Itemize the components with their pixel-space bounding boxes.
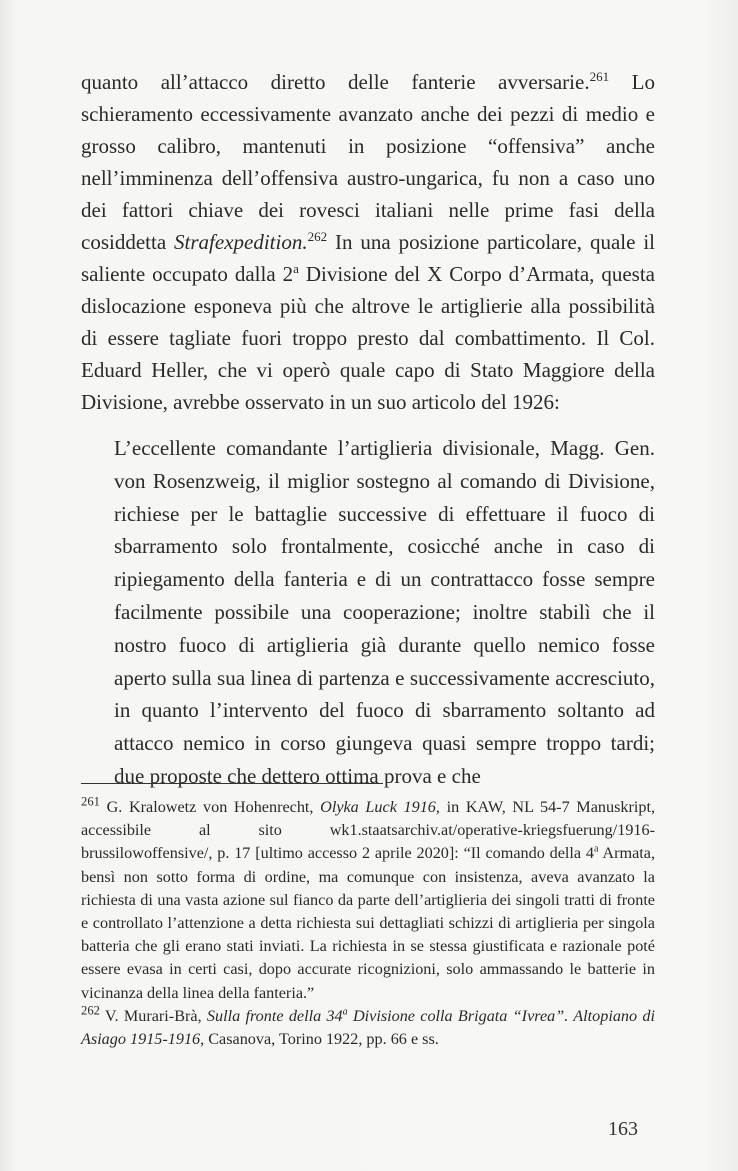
body-paragraph: quanto all’attacco diretto delle fanterie avversarie.$^{261}$ Lo schieramento eccessivamente avanzato anche dei pezzi di medio e grosso calibro, mantenuti in posizione “offensiva” anche nell’imminenza dell’offensiva austro-ungarica, fu non a caso uno dei fattori chiave dei rovesci italiani nelle prime fasi della cosiddetta Strafexpedition.$^{262}$ In una posizione particolare, quale il saliente occupato dalla 2$^a$ Divisione del X Corpo d’Armata, questa dislocazione esponeva più che altrove le artiglierie alla possibilità di essere tagliate fuori troppo presto dal combattimento. Il Col. Eduard Heller, che vi operò quale capo di Stato Maggiore della Divisione, avrebbe osservato in un suo articolo del 1926: — [81, 69, 656, 414]
main-paragraph — [81, 66, 655, 418]
footnote-ref-262: 262 — [307, 229, 328, 244]
footnote-262: $^{262}$ V. Murari-Brà, Sulla fronte della 34$^a$ Divisione colla Brigata “Ivrea”. Altopiano di Asiago 1915-1916, Casanova, Torino 1922, pp. 66 e ss. — [81, 1003, 655, 1049]
footnote-261: $^{261}$ G. Kralowetz von Hohenrecht, Olyka Luck 1916, in KAW, NL 54-7 Manuskript, accessibile al sito wk1.staatsarchiv.at/operative-kriegsfuerung/1916-brussilowoffensive/, p. 17 [ultimo accesso 2 aprile 2020]: “Il comando della 4$^a$ Armata, bensì non sotto forma di ordine, ma comunque con insistenza, aveva avanzato la richiesta di una vasta azione sul fianco da parte dell’artiglieria dei singoli tratti di fronte e controllato l’attenzione a detta richiesta sui dettagliati schizzi di artiglieria per singola batteria che gli erano stati inviati. La richiesta in se stessa giustificata e razionale poté essere evasa in certi casi, dopo accurate ricognizioni, solo ammassando le batterie in vicinanza della linea della fanteria.” — [81, 794, 655, 1002]
footnotes — [81, 796, 655, 1051]
italic-term: Strafexpedition. — [174, 230, 308, 254]
footnote-divider — [81, 783, 383, 784]
page-number: 163 — [608, 1118, 638, 1140]
block-quote: L’eccellente comandante l’artiglieria divisionale, Magg. Gen. von Rosenzweig, il miglior sostegno al comando di Divisione, richiese per le battaglie successive di effettuare il fuoco di sbarramento solo frontalmente, cosicché anche in caso di ripiegamento della fanteria e di un contrattacco fosse sempre facilmente possibile una cooperazione; inoltre stabilì che il nostro fuoco di artiglieria già durante quello nemico fosse aperto sulla sua linea di partenza e successivamente accresciuto, in quanto l’intervento del fuoco di sbarramento soltanto ad attacco nemico in corso giungeva quasi sempre troppo tardi; due proposte che dettero ottima prova e che — [114, 436, 655, 788]
footnote-ref-261: 261 — [589, 69, 610, 84]
